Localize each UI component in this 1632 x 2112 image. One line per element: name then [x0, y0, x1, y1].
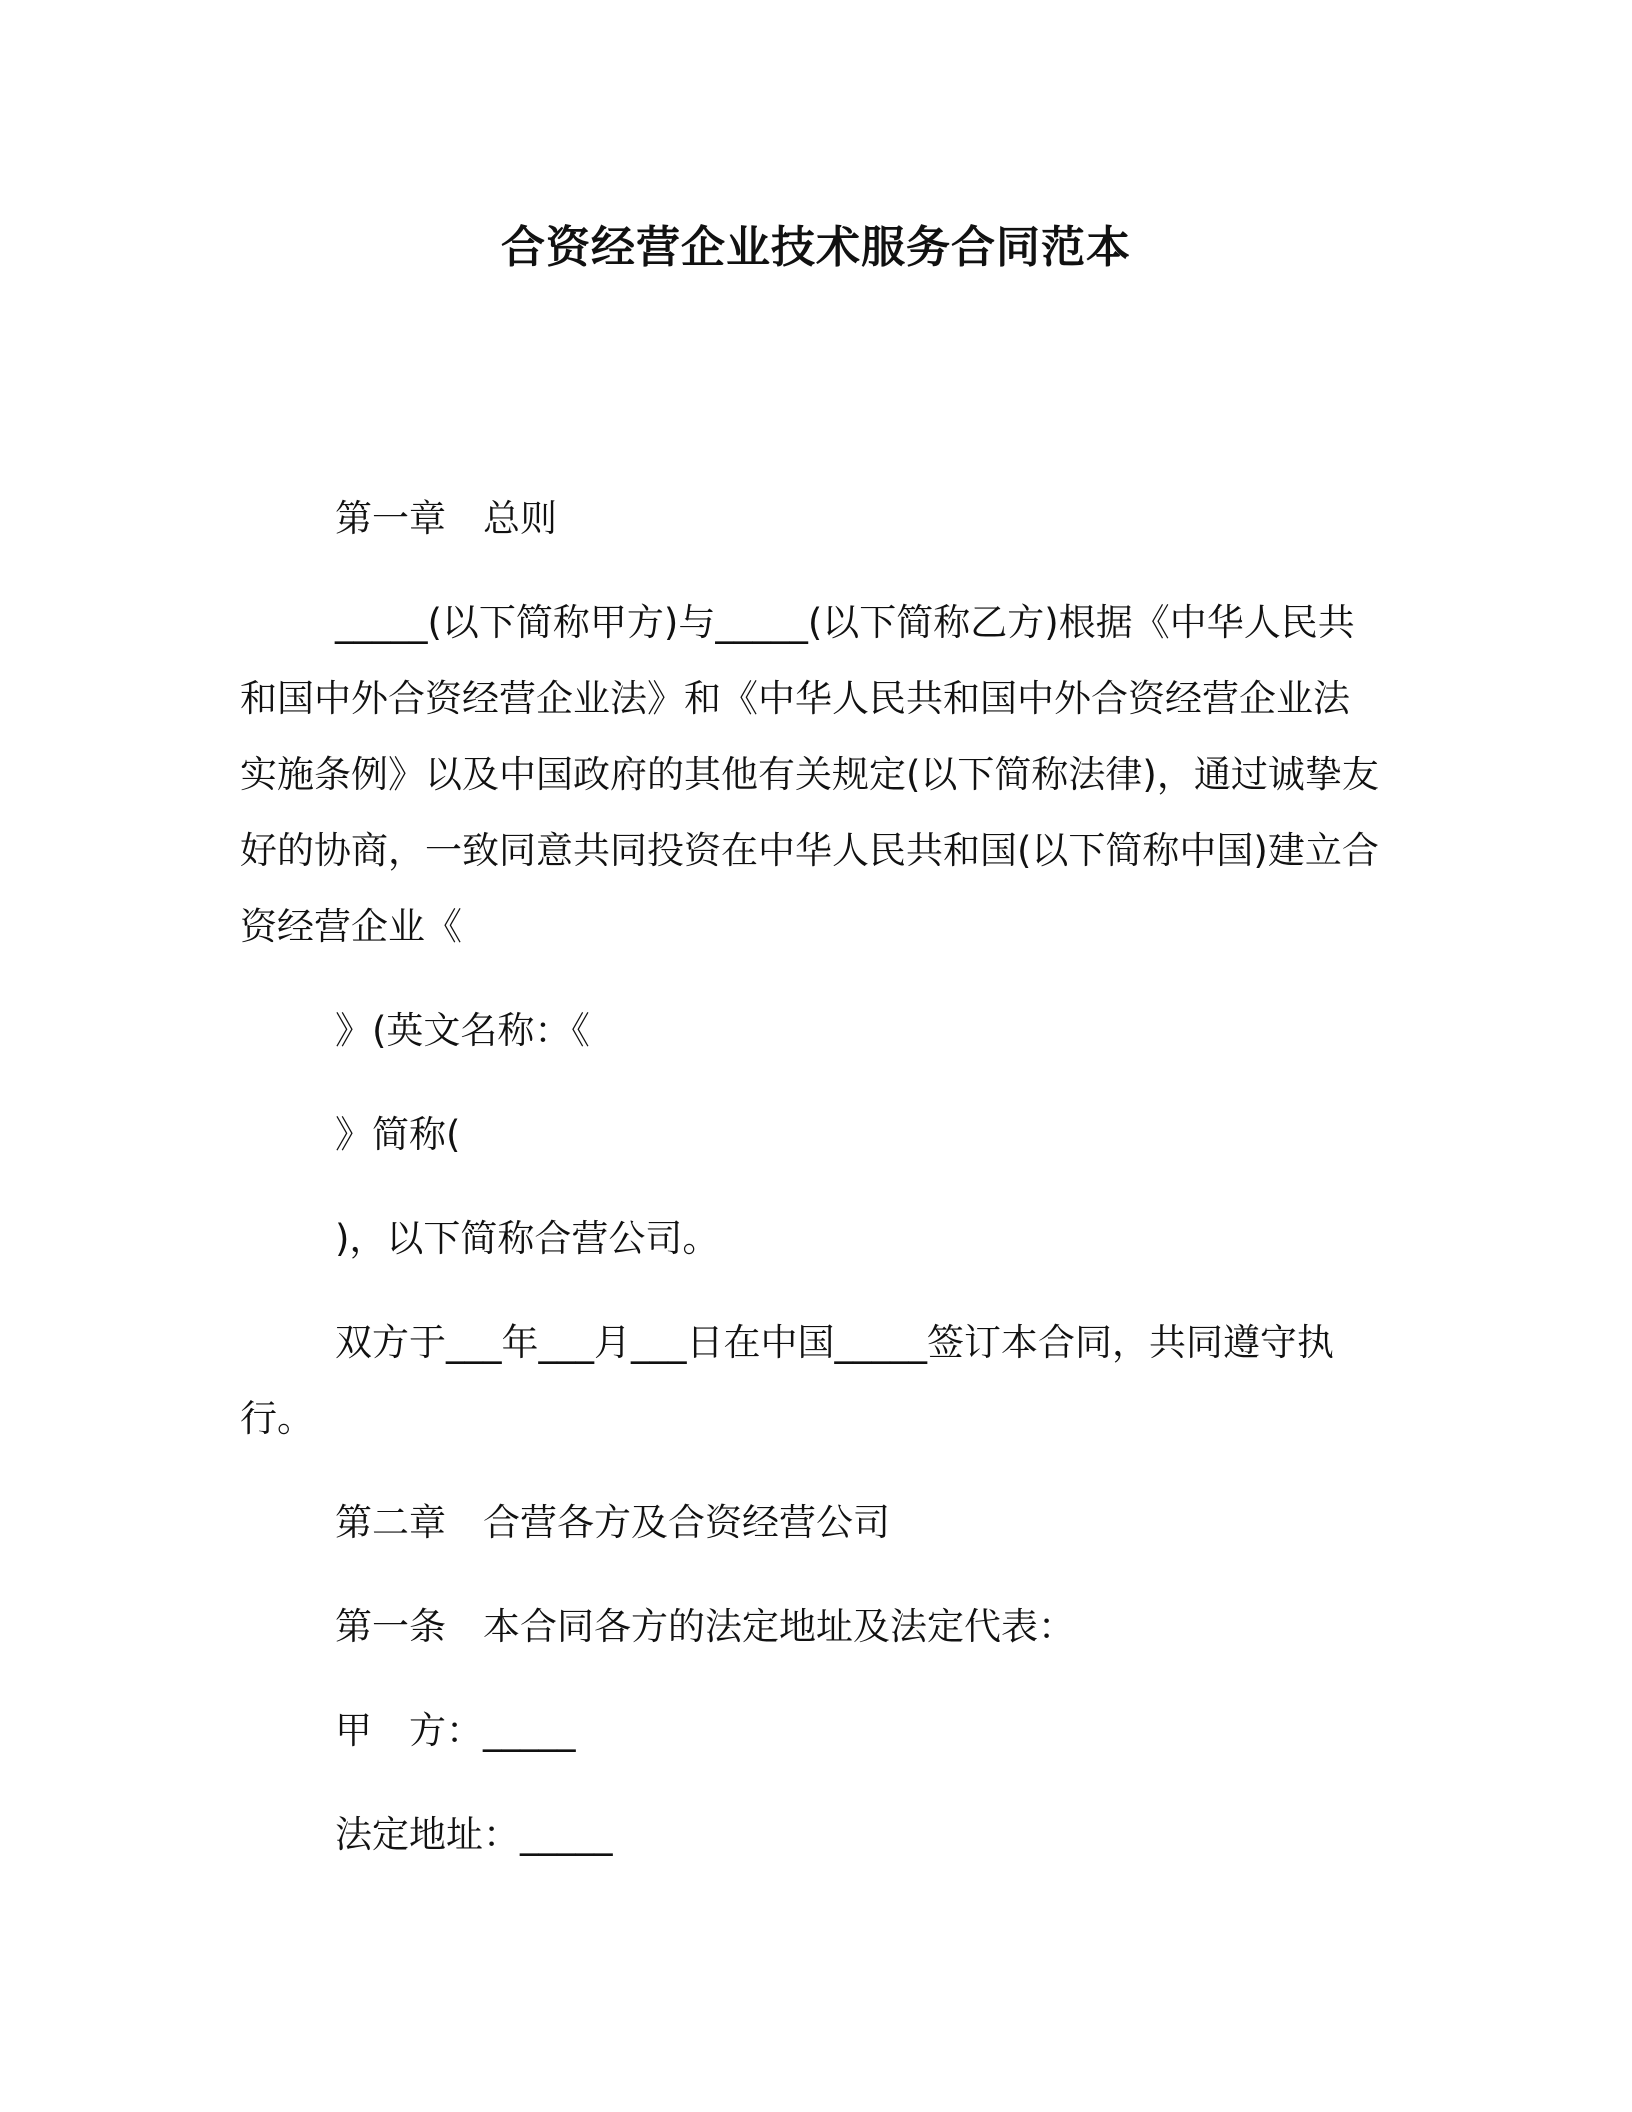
short-name-line: 》简称(: [335, 1113, 461, 1156]
party-a-line: 甲 方：_____: [335, 1709, 576, 1752]
intro-line-1: _____(以下简称甲方)与_____(以下简称乙方)根据《中华人民共: [335, 601, 1355, 644]
signing-line-2: 行。: [240, 1397, 314, 1440]
signing-line-1: 双方于___年___月___日在中国_____签订本合同，共同遵守执: [335, 1321, 1334, 1364]
english-name-line: 》(英文名称：《: [335, 1009, 590, 1052]
joint-venture-line: )，以下简称合营公司。: [335, 1217, 720, 1260]
intro-line-4: 好的协商，一致同意共同投资在中华人民共和国(以下简称中国)建立合: [240, 829, 1379, 872]
intro-line-2: 和国中外合资经营企业法》和《中华人民共和国中外合资经营企业法: [240, 677, 1350, 720]
intro-line-5: 资经营企业《: [240, 905, 462, 948]
chapter-2-heading: 第二章 合营各方及合资经营公司: [335, 1501, 890, 1544]
intro-line-3: 实施条例》以及中国政府的其他有关规定(以下简称法律)，通过诚挚友: [240, 753, 1379, 796]
chapter-1-heading: 第一章 总则: [335, 497, 557, 540]
article-1: 第一条 本合同各方的法定地址及法定代表：: [335, 1605, 1075, 1648]
legal-address-line: 法定地址：_____: [335, 1813, 613, 1856]
document-title: 合资经营企业技术服务合同范本: [501, 222, 1131, 273]
